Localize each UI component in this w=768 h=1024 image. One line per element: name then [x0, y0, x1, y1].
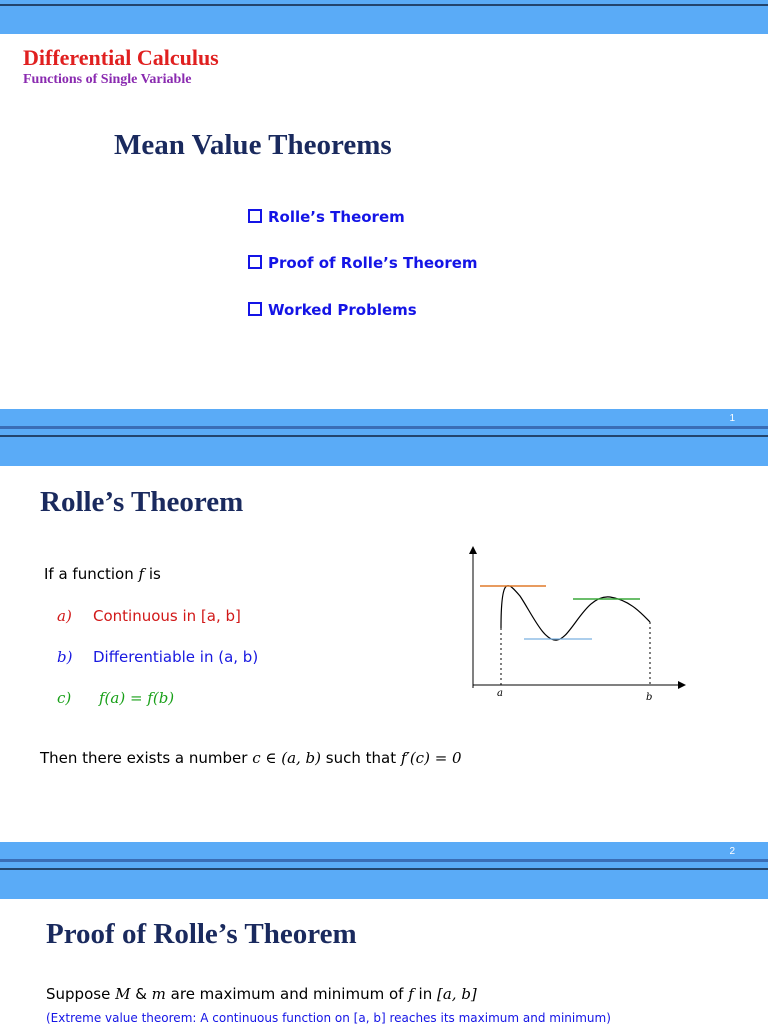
topic-item-proof[interactable] — [248, 254, 478, 272]
label-b: b — [646, 692, 653, 703]
label-a: a — [497, 688, 503, 699]
checkbox-icon — [248, 302, 262, 316]
condition-marker: a) — [57, 607, 72, 625]
conclusion-prefix: Then there exists a number — [40, 749, 253, 767]
condition-b — [57, 648, 258, 666]
checkbox-icon — [248, 255, 262, 269]
condition-text: Differentiable in (a, b) — [93, 648, 259, 666]
condition-text: Continuous in [a, b] — [93, 607, 241, 625]
condition-marker: c) — [57, 689, 72, 707]
proof-line-1 — [46, 985, 477, 1003]
conclusion-mid: such that — [321, 749, 401, 767]
intro-suffix: is — [144, 565, 161, 583]
intro-text — [44, 565, 161, 583]
course-subtitle: Functions of Single Variable — [23, 72, 192, 87]
slide2-title: Rolle’s Theorem — [40, 486, 244, 518]
text-part: Suppose — [46, 985, 116, 1003]
topic-item-rolle[interactable] — [248, 208, 405, 226]
condition-text: f(a) = f(b) — [99, 689, 175, 707]
slide-1 — [0, 34, 768, 409]
x-axis — [473, 681, 686, 689]
conclusion-end: f′(c) = 0 — [400, 749, 462, 767]
y-axis — [469, 546, 477, 688]
slide-2 — [0, 466, 768, 842]
topic-label: Rolle’s Theorem — [268, 208, 405, 226]
page-number: 1 — [729, 413, 735, 424]
intro-var: f — [138, 565, 145, 583]
slide1-top-band — [0, 0, 768, 34]
course-title: Differential Calculus — [23, 45, 219, 70]
text-part: are maximum and minimum of — [165, 985, 409, 1003]
condition-marker: b) — [57, 648, 73, 666]
checkbox-icon — [248, 209, 262, 223]
slide-separator-1 — [0, 409, 768, 466]
math-m: m — [151, 985, 166, 1003]
topic-item-problems[interactable] — [248, 301, 417, 319]
math-interval: [a, b] — [436, 985, 477, 1003]
text-part: in — [413, 985, 437, 1003]
math-M: M — [115, 985, 131, 1003]
rolle-graph — [460, 544, 690, 724]
page-number: 2 — [729, 846, 735, 857]
slide1-main-title: Mean Value Theorems — [114, 129, 392, 161]
text-part: & — [130, 985, 152, 1003]
function-curve — [501, 586, 650, 640]
conclusion-text — [40, 749, 462, 767]
topic-label: Proof of Rolle’s Theorem — [268, 254, 478, 272]
intro-prefix: If a function — [44, 565, 139, 583]
condition-a — [57, 607, 241, 625]
conclusion-math: c ∈ (a, b) — [252, 749, 322, 767]
slide-3 — [0, 899, 768, 1024]
condition-c — [57, 689, 174, 707]
extreme-value-note: (Extreme value theorem: A continuous function on [a, b] reaches its maximum and minimum) — [46, 1011, 611, 1024]
math-f: f — [408, 985, 414, 1003]
slide-separator-2 — [0, 842, 768, 899]
slide3-title: Proof of Rolle’s Theorem — [46, 918, 357, 950]
topic-label: Worked Problems — [268, 301, 417, 319]
